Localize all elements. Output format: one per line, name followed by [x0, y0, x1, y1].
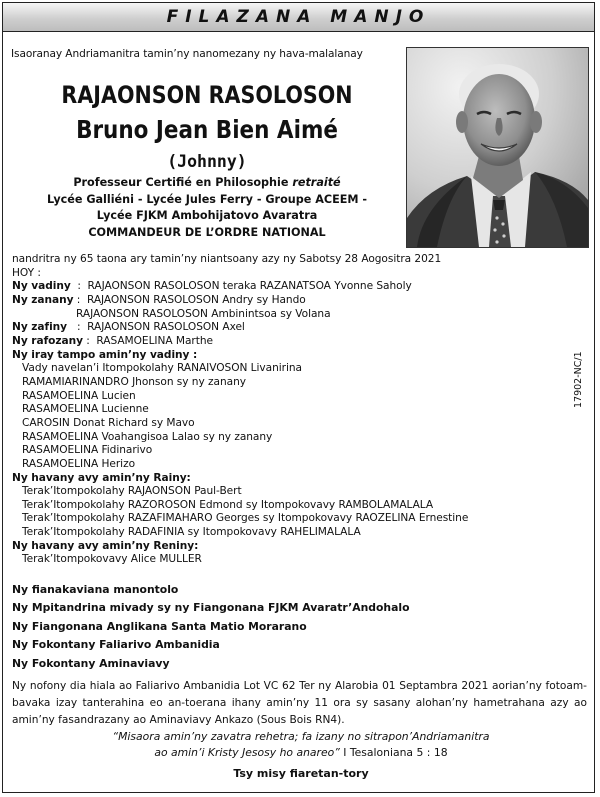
quote-text-2: ao amin’i Kristy Jesosy ho anareo” — [154, 746, 340, 759]
list-item: Vady navelan’i Itompokolahy RANAIVOSON Livanirina — [22, 362, 302, 375]
list-item: Terak’Itompokolahy RAZOROSON Edmond sy Itompokovavy RAMBOLAMALALA — [22, 498, 434, 511]
zafiny-value: : RAJAONSON RASOLOSON Axel — [67, 321, 245, 334]
organization-item: Ny Fokontany Aminaviavy — [12, 656, 170, 670]
zanany-value-1: : RAJAONSON RASOLOSON Andry sy Hando — [73, 293, 306, 306]
list-item: RAMAMIARINANDRO Jhonson sy ny zanany — [22, 375, 246, 388]
list-item: Terak’Itompokolahy RADAFINIA sy Itompokovavy RAHELIMALALA — [22, 526, 361, 539]
portrait-icon — [407, 48, 588, 247]
organization-item: Ny Fokontany Faliarivo Ambanidia — [12, 638, 220, 652]
deceased-surname: RAJAONSON RASOLOSON — [61, 81, 353, 109]
deceased-nickname: (Johnny) — [167, 152, 247, 171]
final-notice: Ny nofony dia hiala ao Faliarivo Ambanidia Lot VC 62 Ter ny Alarobia 01 Septambra 2021 aorian’ny fotoam-bavaka izay tanterahina eo an-toerana ihany amin’ny 11 ora sy sasany alohan’ny hametrahana azy ao amin’ny fasandrazany ao Aminaviavy Ankazo (Sous Bois RN4). — [12, 680, 587, 726]
zafiny-row — [12, 321, 572, 335]
list-item: Terak’Itompokovavy Alice MULLER — [22, 553, 202, 566]
list-item: RASAMOELINA Voahangisoa Lalao sy ny zanany — [22, 430, 273, 443]
schools-line-1: Lycée Galliéni - Lycée Jules Ferry - Groupe ACEEM - — [46, 192, 368, 206]
intro-text: Isaoranay Andriamanitra tamin’ny nanomezany ny hava-malalanay — [11, 48, 363, 60]
list-item: RASAMOELINA Fidinarivo — [22, 444, 153, 457]
havany-rainy-label: Ny havany avy amin’ny Rainy: — [12, 471, 191, 484]
rafozany-row — [12, 335, 572, 349]
quote-reference: I Tesaloniana 5 : 18 — [339, 746, 448, 759]
list-item: CAROSIN Donat Richard sy Mavo — [22, 416, 195, 429]
hoy-label: HOY : — [12, 266, 41, 279]
zanany-label: Ny zanany — [12, 293, 74, 306]
list-item: Terak’Itompokolahy RAZAFIMAHARO Georges sy Itompokovavy RAOZELINA Ernestine — [22, 512, 469, 525]
notice-frame — [2, 2, 595, 793]
portrait-photo — [406, 47, 589, 248]
zafiny-label: Ny zafiny — [12, 321, 68, 334]
reference-code: 17902-NC/1 — [573, 351, 584, 408]
bible-quote — [3, 729, 599, 761]
list-item: RASAMOELINA Herizo — [22, 457, 136, 470]
vadiny-value: : RAJAONSON RASOLOSON teraka RAZANATSOA Yvonne Saholy — [70, 280, 412, 293]
quote-line-1: “Misaora amin’ny zavatra rehetra; fa izany no sitrapon’Andriamanitra — [112, 730, 490, 743]
notice-banner: FILAZANA MANJO — [3, 3, 594, 32]
list-item: Terak’Itompokolahy RAJAONSON Paul-Bert — [22, 485, 242, 498]
rafozany-value: : RASAMOELINA Marthe — [82, 334, 213, 347]
notice-body — [12, 253, 572, 567]
schools-line-2: Lycée FJKM Ambohijatovo Avaratra — [96, 209, 318, 223]
organization-item: Ny fianakaviana manontolo — [12, 583, 179, 596]
death-line: nandritra ny 65 taona ary tamin’ny niantsoany azy ny Sabotsy 28 Aogositra 2021 — [12, 253, 442, 265]
title-line — [27, 175, 387, 192]
organization-item: Ny Fiangonana Anglikana Santa Matio Morarano — [12, 619, 307, 633]
closing-line: Tsy misy fiaretan-tory — [233, 767, 369, 780]
vadiny-label: Ny vadiny — [12, 280, 71, 293]
organization-item: Ny Mpitandrina mivady sy ny Fiangonana FJKM Avaratr’Andohalo — [12, 601, 410, 615]
list-item: RASAMOELINA Lucienne — [22, 403, 149, 416]
quote-line-2 — [3, 745, 599, 761]
title-emphasis: retraité — [292, 176, 341, 189]
havany-reniny-label: Ny havany avy amin’ny Reniny: — [12, 539, 199, 552]
iray-tampo-label: Ny iray tampo amin’ny vadiny : — [12, 348, 198, 361]
zanany-value-2: RAJAONSON RASOLOSON Ambinintsoa sy Volana — [76, 307, 331, 320]
list-item: RASAMOELINA Lucien — [22, 389, 136, 402]
deceased-titles — [27, 175, 387, 242]
organizations-list — [12, 583, 572, 675]
vadiny-row — [12, 280, 572, 294]
zanany-row — [12, 294, 572, 308]
title-main: Professeur Certifié en Philosophie — [73, 176, 289, 189]
deceased-given-names: Bruno Jean Bien Aimé — [76, 115, 338, 144]
honor-line: COMMANDEUR DE L’ORDRE NATIONAL — [88, 226, 326, 240]
rafozany-label: Ny rafozany — [12, 334, 83, 347]
